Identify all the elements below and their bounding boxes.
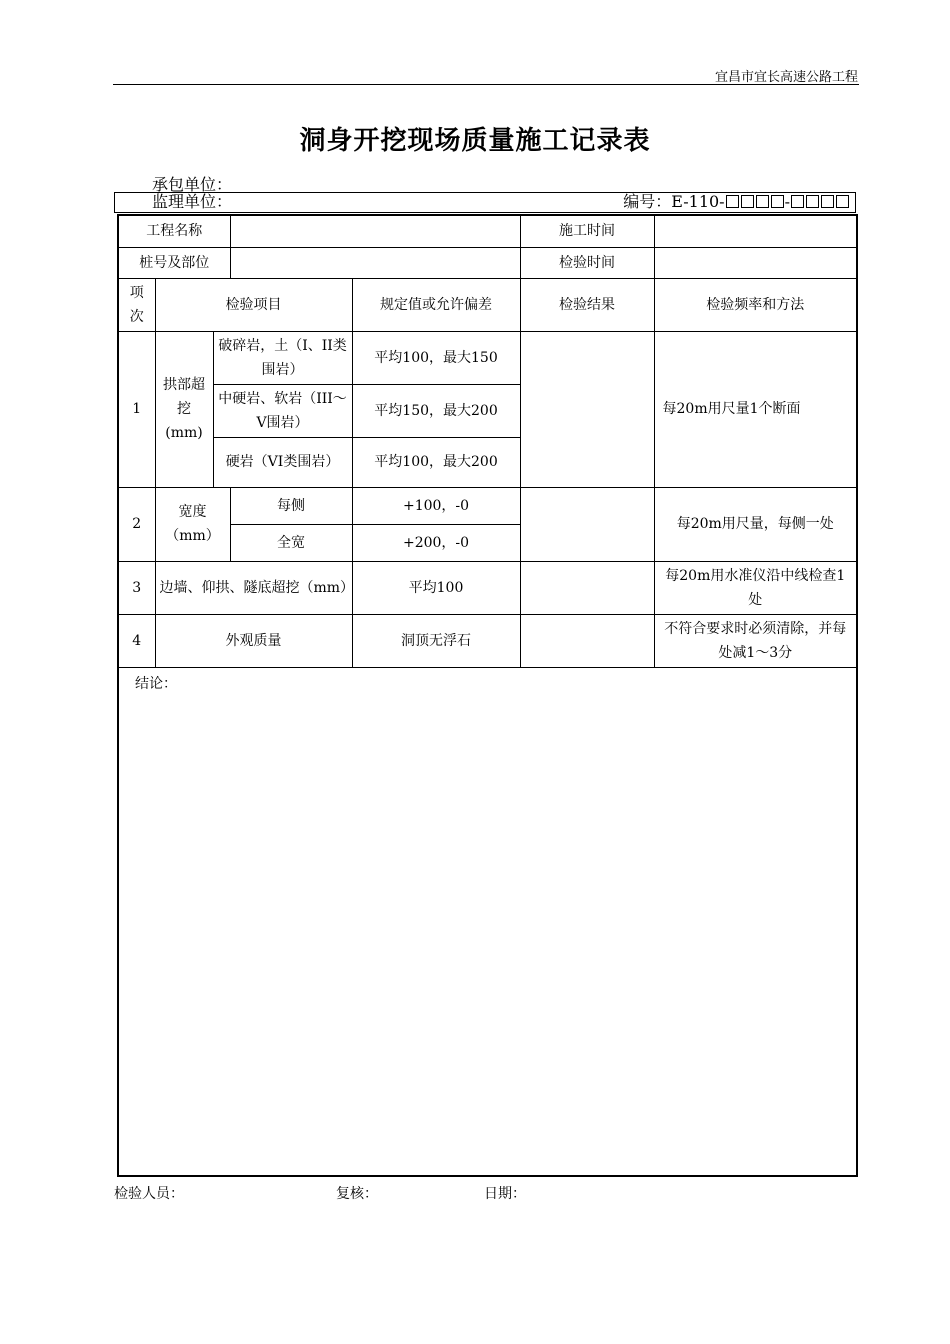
project-name-label: 工程名称 xyxy=(118,215,230,247)
code-box-7[interactable] xyxy=(821,195,834,208)
construction-time-value[interactable] xyxy=(654,215,857,247)
row1-sub1-name: 破碎岩，土（I、II类围岩） xyxy=(213,331,352,384)
row2-result[interactable] xyxy=(520,487,654,561)
code-box-8[interactable] xyxy=(836,195,849,208)
header-project-name: 宜昌市宜长高速公路工程 xyxy=(714,70,858,85)
row1-sub3-spec: 平均100，最大200 xyxy=(352,437,520,487)
row1-method: 每20m用尺量1个断面 xyxy=(654,331,857,487)
row1-result[interactable] xyxy=(520,331,654,487)
reviewer-label: 复核： xyxy=(336,1186,378,1202)
code-box-4[interactable] xyxy=(771,195,784,208)
row1-sub2-spec: 平均150，最大200 xyxy=(352,384,520,437)
inspector-label: 检验人员： xyxy=(114,1186,184,1202)
row2-sub2-spec: +200，-0 xyxy=(352,524,520,561)
header-item-no: 项次 xyxy=(118,278,155,331)
code-box-2[interactable] xyxy=(741,195,754,208)
row1-sub2-name: 中硬岩、软岩（III～V围岩） xyxy=(213,384,352,437)
code-label: 编号：E-110- xyxy=(623,192,725,211)
date-label: 日期： xyxy=(484,1186,526,1202)
row2-method: 每20m用尺量，每侧一处 xyxy=(654,487,857,561)
row1-category: 拱部超挖(mm) xyxy=(155,331,213,487)
row3-spec: 平均100 xyxy=(352,561,520,614)
contractor-label: 承包单位： xyxy=(152,175,233,194)
row3-item: 边墙、仰拱、隧底超挖（mm） xyxy=(155,561,352,614)
station-label: 桩号及部位 xyxy=(118,247,230,278)
inspection-time-label: 检验时间 xyxy=(520,247,654,278)
code-box-6[interactable] xyxy=(806,195,819,208)
code-box-5[interactable] xyxy=(791,195,804,208)
row3-method: 每20m用水准仪沿中线检查1处 xyxy=(654,561,857,614)
code-dash: - xyxy=(784,192,790,211)
header-divider xyxy=(113,84,859,85)
code-box-1[interactable] xyxy=(726,195,739,208)
row2-sub1-spec: +100，-0 xyxy=(352,487,520,524)
header-method: 检验频率和方法 xyxy=(654,278,857,331)
row3-no: 3 xyxy=(118,561,155,614)
row2-category: 宽度（mm） xyxy=(155,487,230,561)
row3-result[interactable] xyxy=(520,561,654,614)
construction-time-label: 施工时间 xyxy=(520,215,654,247)
row2-sub1-name: 每侧 xyxy=(230,487,352,524)
row4-method: 不符合要求时必须清除，并每处减1～3分 xyxy=(654,614,857,667)
header-spec: 规定值或允许偏差 xyxy=(352,278,520,331)
row2-sub2-name: 全宽 xyxy=(230,524,352,561)
code-box-3[interactable] xyxy=(756,195,769,208)
page-title: 洞身开挖现场质量施工记录表 xyxy=(299,126,651,156)
row1-no: 1 xyxy=(118,331,155,487)
header-result: 检验结果 xyxy=(520,278,654,331)
row2-no: 2 xyxy=(118,487,155,561)
supervisor-label: 监理单位： xyxy=(152,192,233,211)
row1-sub3-name: 硬岩（VI类围岩） xyxy=(213,437,352,487)
form-code xyxy=(623,192,850,212)
row4-result[interactable] xyxy=(520,614,654,667)
header-inspection-item: 检验项目 xyxy=(155,278,352,331)
station-value[interactable] xyxy=(230,247,520,278)
row4-spec: 洞顶无浮石 xyxy=(352,614,520,667)
conclusion-label: 结论： xyxy=(135,675,177,692)
project-name-value[interactable] xyxy=(230,215,520,247)
inspection-time-value[interactable] xyxy=(654,247,857,278)
row4-item: 外观质量 xyxy=(155,614,352,667)
row4-no: 4 xyxy=(118,614,155,667)
row1-sub1-spec: 平均100，最大150 xyxy=(352,331,520,384)
conclusion-cell[interactable] xyxy=(118,667,857,1176)
inspection-record-table xyxy=(117,214,858,1177)
